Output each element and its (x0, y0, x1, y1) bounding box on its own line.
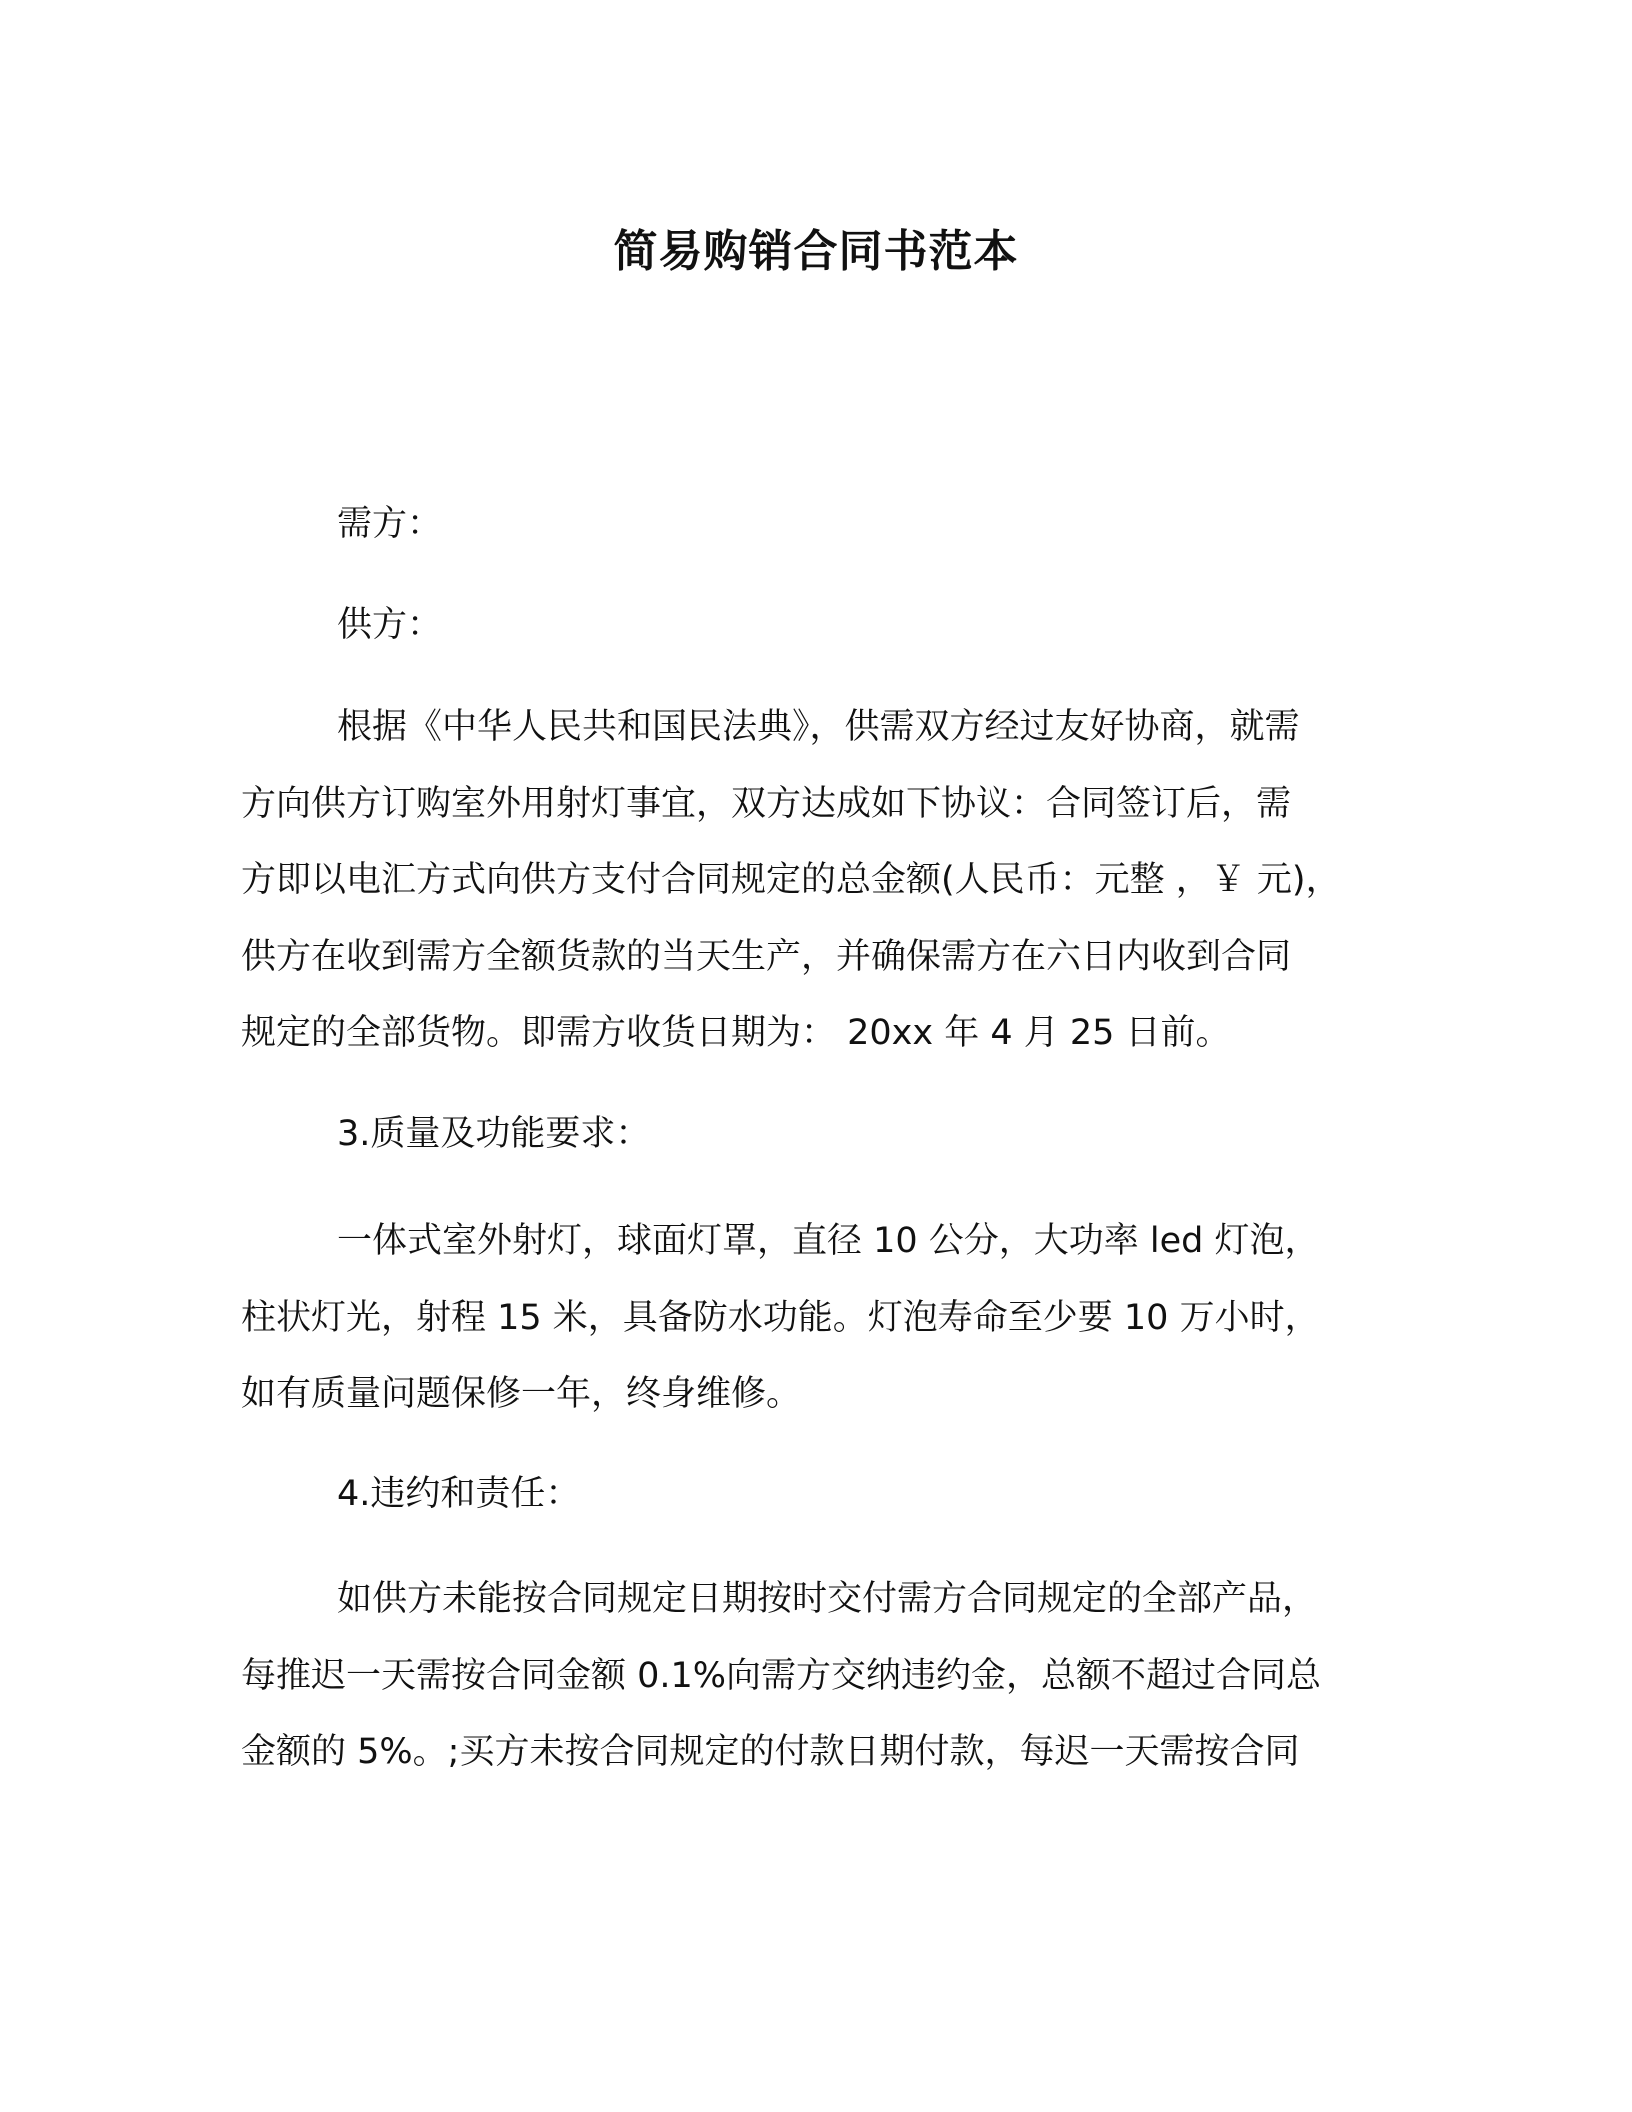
supplier-label (241, 587, 1391, 664)
section-3-line: 如有质量问题保修一年，终身维修。 (241, 1374, 802, 1414)
section-4-paragraph (241, 1561, 1391, 1791)
section-4-line: 金额的 5%。;买方未按合同规定的付款日期付款，每迟一天需按合同 (241, 1732, 1300, 1772)
intro-line: 方即以电汇方式向供方支付合同规定的总金额(人民币：元整 ，￥ 元)， (241, 860, 1341, 900)
section-4-line: 如供方未能按合同规定日期按时交付需方合同规定的全部产品， (337, 1579, 1318, 1619)
section-4-line: 每推迟一天需按合同金额 0.1%向需方交纳违约金，总额不超过合同总 (241, 1655, 1322, 1696)
intro-line: 供方在收到需方全额货款的当天生产，并确保需方在六日内收到合同 (241, 936, 1292, 977)
buyer-label-text: 需方： (337, 504, 443, 544)
supplier-label-text: 供方： (337, 605, 443, 645)
intro-line: 方向供方订购室外用射灯事宜，双方达成如下协议：合同签订后，需 (241, 783, 1292, 824)
section-3-heading-text: 3.质量及功能要求： (337, 1114, 651, 1154)
section-3-paragraph (241, 1203, 1391, 1433)
section-3-heading (241, 1096, 1391, 1173)
section-3-line: 一体式室外射灯，球面灯罩，直径 10 公分，大功率 led 灯泡， (337, 1221, 1320, 1261)
buyer-label (241, 486, 1391, 563)
intro-line: 规定的全部货物。即需方收货日期为： 20xx 年 4 月 25 日前。 (241, 1013, 1231, 1053)
section-3-line: 柱状灯光，射程 15 米，具备防水功能。灯泡寿命至少要 10 万小时， (241, 1297, 1320, 1338)
section-4-heading (241, 1456, 1391, 1533)
intro-line: 根据《中华人民共和国民法典》，供需双方经过友好协商，就需 (337, 707, 1300, 747)
document-title: 简易购销合同书范本 (613, 226, 1019, 277)
section-4-heading-text: 4.违约和责任： (337, 1474, 581, 1514)
intro-paragraph (241, 689, 1391, 1072)
